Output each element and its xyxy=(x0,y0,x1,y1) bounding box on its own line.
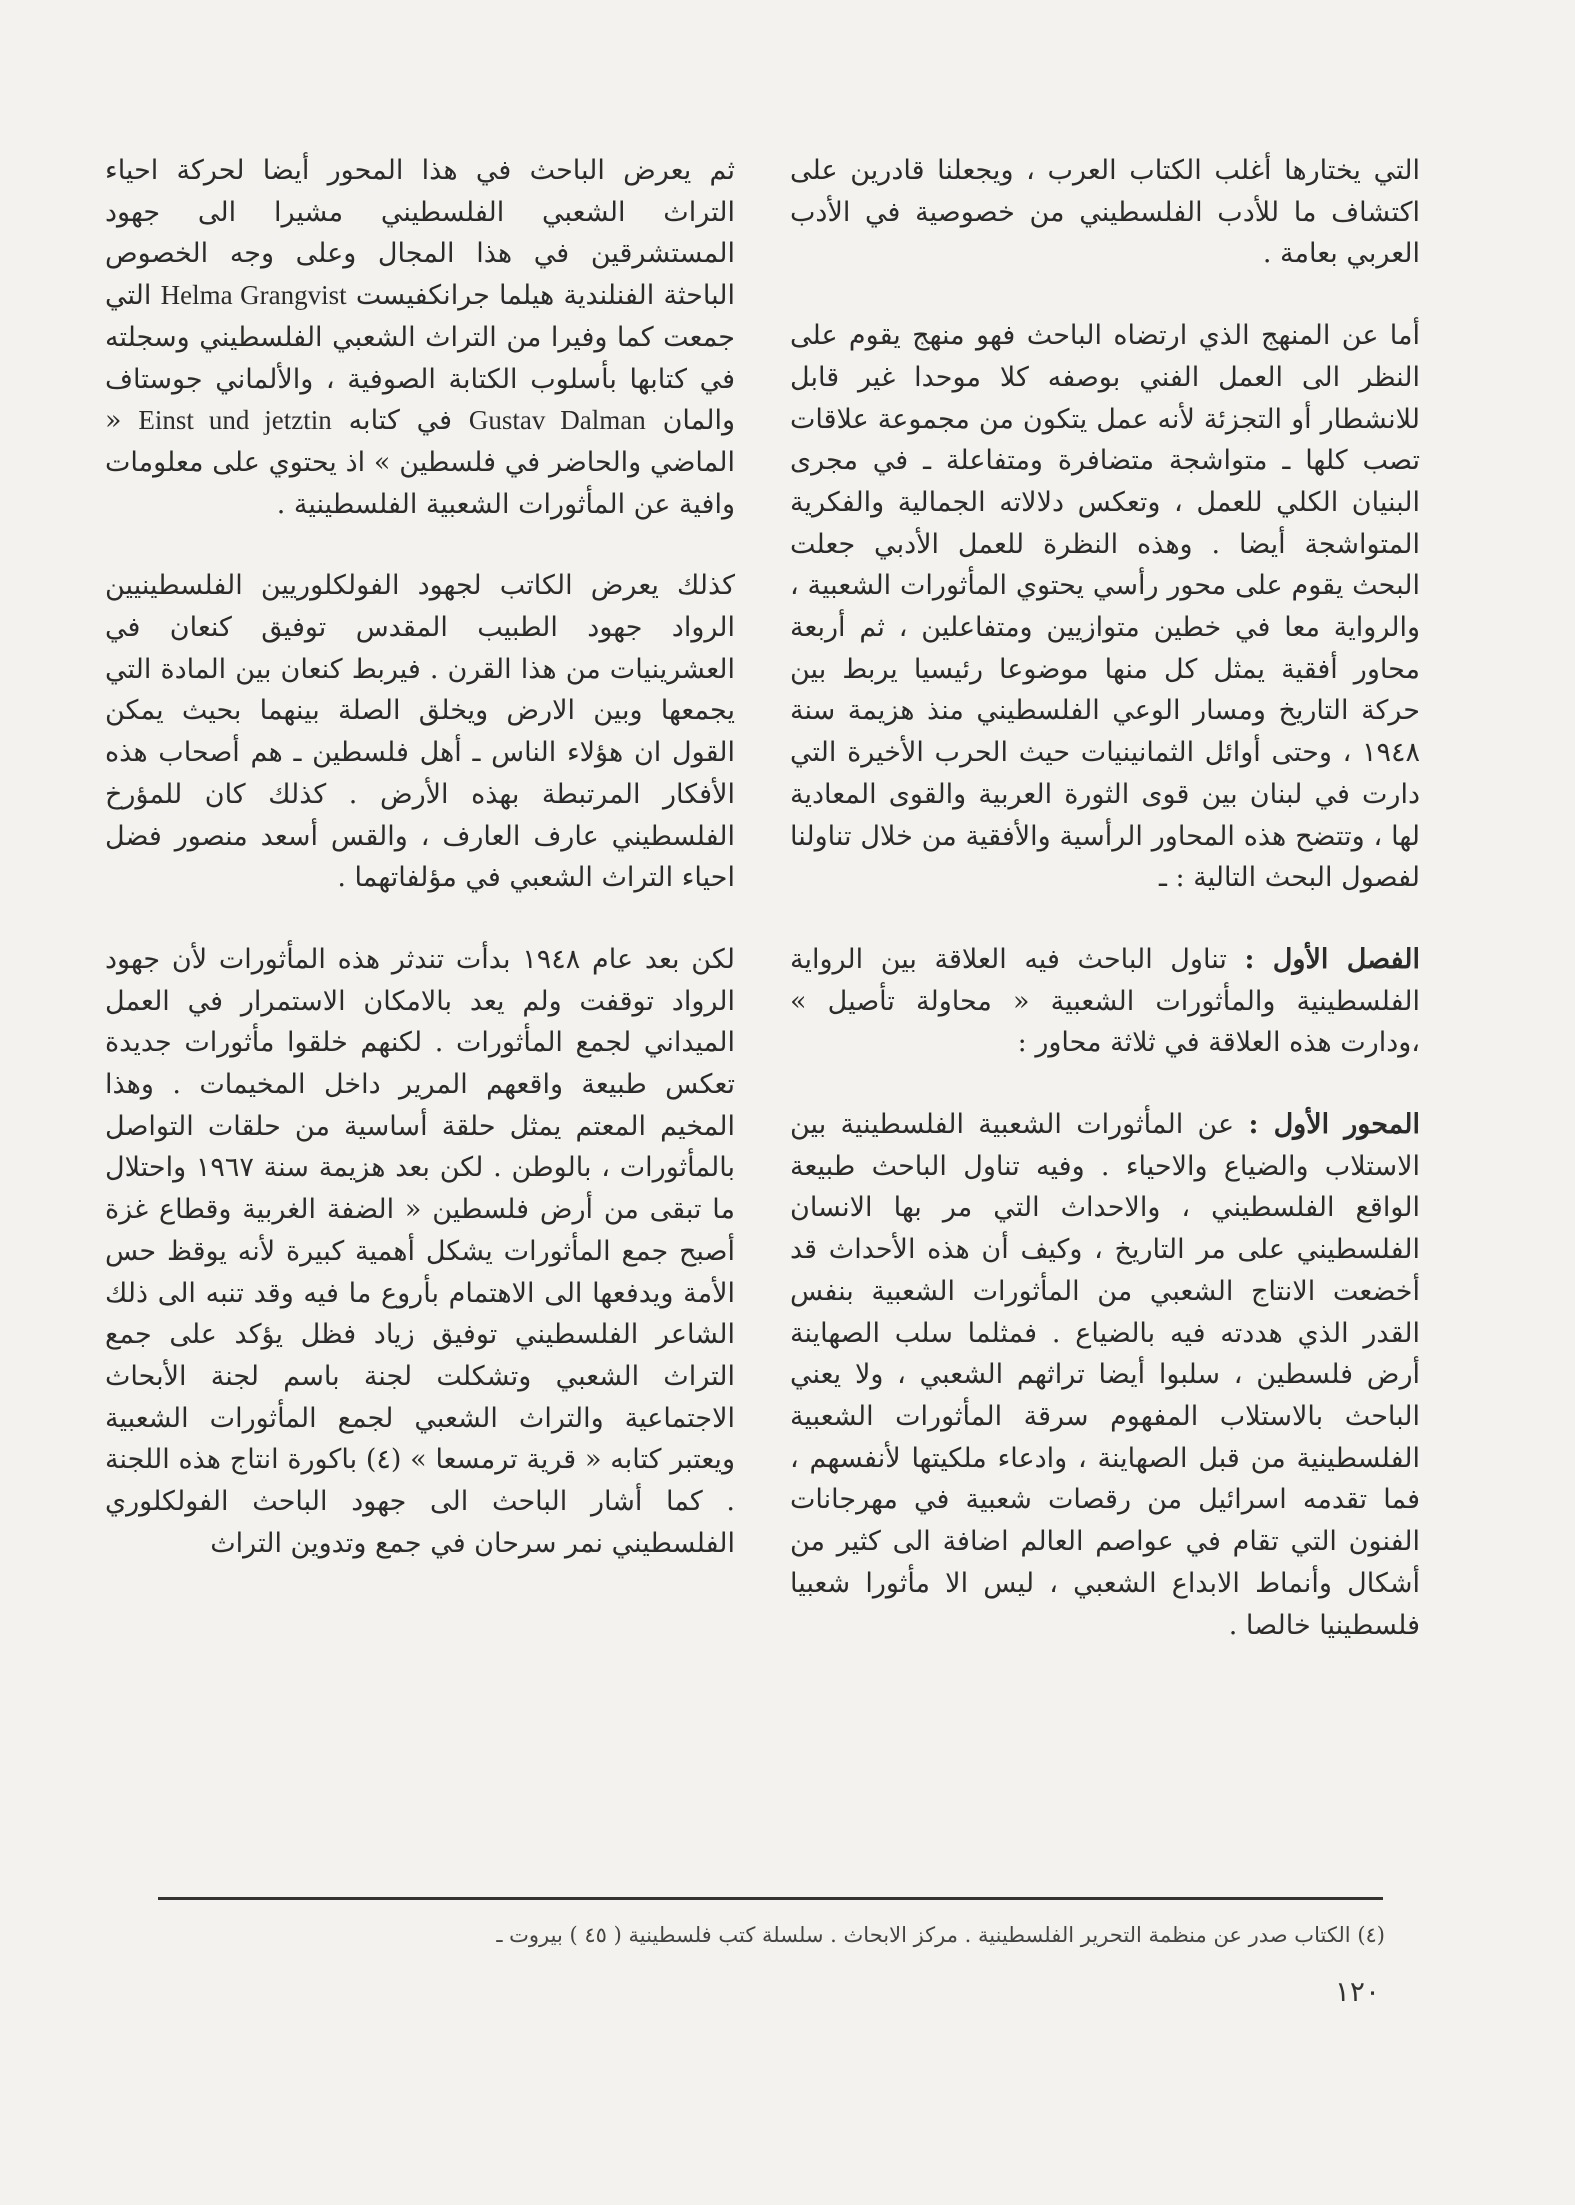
latin-name: Helma Grangvist xyxy=(160,280,347,311)
footnote-divider xyxy=(158,1897,1383,1900)
text-segment: التي جمعت كما وفيرا من التراث الشعبي الفلسطيني وسجلته في كتابها بأسلوب الكتابة الصوفية ، والألماني جوستاف والمان xyxy=(105,280,735,437)
page-number: ١٢٠ xyxy=(1334,1975,1380,2008)
text-segment: في كتابه xyxy=(348,405,453,437)
paragraph xyxy=(105,150,735,525)
chapter-one-text: تناول الباحث فيه العلاقة بين الرواية الفلسطينية والمأثورات الشعبية « محاولة تأصيل » ،ودارت هذه العلاقة في ثلاثة محاور : xyxy=(790,943,1420,1059)
text-segment: « الماضي والحاضر في فلسطين » اذ يحتوي على معلومات وافية عن المأثورات الشعبية الفلسطينية . xyxy=(105,405,735,520)
footnote: (٤) الكتاب صدر عن منظمة التحرير الفلسطينية . مركز الابحاث . سلسلة كتب فلسطينية ( ٤٥ ) بيروت ـ xyxy=(496,1923,1385,1947)
axis-one-text: عن المأثورات الشعبية الفلسطينية بين الاستلاب والضياع والاحياء . وفيه تناول الباحث طبيعة الواقع الفلسطيني ، والاحداث التي مر بها الانسان الفلسطيني على مر التاريخ ، وكيف أن هذه الأحداث قد أخضعت الانتاج الشعبي من المأثورات الشعبية بنفس القدر الذي هددته فيه بالضياع . فمثلما سلب الصهاينة أرض فلسطين ، سلبوا أيضا تراثهم الشعبي ، ولا يعني الباحث بالاستلاب المفهوم سرقة المأثورات الشعبية الفلسطينية من قبل الصهاينة ، وادعاء ملكيتها لأنفسهم ، فما تقدمه اسرائيل من رقصات شعبية في مهرجانات الفنون التي تقام في عواصم العالم اضافة الى كثير من أشكال وأنماط الابداع الشعبي ، ليس الا مأثورا شعبيا فلسطينيا خالصا . xyxy=(790,1109,1420,1641)
chapter-one-paragraph xyxy=(790,939,1420,1064)
latin-title: Einst und jetztin xyxy=(138,405,332,436)
paragraph: لكن بعد عام ١٩٤٨ بدأت تندثر هذه المأثورات لأن جهود الرواد توقفت ولم يعد بالامكان الاستمرار في العمل الميداني لجمع المأثورات . لكنهم خلقوا مأثورات جديدة تعكس طبيعة واقعهم المرير داخل المخيمات . وهذا المخيم المعتم يمثل حلقة أساسية من حلقات التواصل بالمأثورات ، بالوطن . لكن بعد هزيمة سنة ١٩٦٧ واحتلال ما تبقى من أرض فلسطين « الضفة الغربية وقطاع غزة أصبح جمع المأثورات يشكل أهمية كبيرة لأنه يوقظ حس الأمة ويدفعها الى الاهتمام بأروع ما فيه وقد تنبه الى ذلك الشاعر الفلسطيني توفيق زياد فظل يؤكد على جمع التراث الشعبي وتشكلت لجنة باسم لجنة الأبحاث الاجتماعية والتراث الشعبي لجمع المأثورات الشعبية ويعتبر كتابه « قرية ترمسعا » (٤) باكورة انتاج هذه اللجنة . كما أشار الباحث الى جهود الباحث الفولكلوري الفلسطيني نمر سرحان في جمع وتدوين التراث xyxy=(105,943,735,1559)
paragraph: كذلك يعرض الكاتب لجهود الفولكلوريين الفلسطينيين الرواد جهود الطبيب المقدس توفيق كنعان في العشرينيات من هذا القرن . فيربط كنعان بين المادة التي يجمعها وبين الارض ويخلق الصلة بينهما بحيث يمكن القول ان هؤلاء الناس ـ أهل فلسطين ـ هم أصحاب هذه الأفكار المرتبطة بهذه الأرض . كذلك كان للمؤرخ الفلسطيني عارف العارف ، والقس أسعد منصور فضل احياء التراث الشعبي في مؤلفاتهما . xyxy=(105,570,735,894)
left-column xyxy=(105,150,735,1930)
right-column xyxy=(790,150,1420,1930)
text-segment: ثم يعرض الباحث في هذا المحور أيضا لحركة احياء التراث الشعبي الفلسطيني مشيرا الى جهود المستشرقين في هذا المجال وعلى وجه الخصوص الباحثة الفنلندية هيلما جرانكفيست xyxy=(105,155,735,312)
paragraph: أما عن المنهج الذي ارتضاه الباحث فهو منهج يقوم على النظر الى العمل الفني بوصفه كلا موحدا غير قابل للانشطار أو التجزئة لأنه عمل يتكون من مجموعة علاقات تصب كلها ـ متواشجة متضافرة ومتفاعلة ـ في مجرى البنيان الكلي للعمل ، وتعكس دلالاته الجمالية والفكرية المتواشجة أيضا . وهذه النظرة للعمل الأدبي جعلت البحث يقوم على محور رأسي يحتوي المأثورات الشعبية ، والرواية معا في خطين متوازيين ومتفاعلين ، ثم أربعة محاور أفقية يمثل كل منها موضوعا رئيسيا يربط بين حركة التاريخ ومسار الوعي الفلسطيني منذ هزيمة سنة ١٩٤٨ ، وحتى أوائل الثمانينيات حيث الحرب الأخيرة التي دارت في لبنان بين قوى الثورة العربية والقوى المعادية لها ، وتتضح هذه المحاور الرأسية والأفقية من خلال تناولنا لفصول البحث التالية : ـ xyxy=(790,320,1420,894)
axis-one-paragraph xyxy=(790,1104,1420,1646)
paragraph: التي يختارها أغلب الكتاب العرب ، ويجعلنا قادرين على اكتشاف ما للأدب الفلسطيني من خصوصية في الأدب العربي بعامة . xyxy=(790,155,1420,270)
latin-name: Gustav Dalman xyxy=(468,405,646,436)
axis-one-heading: المحور الأول : xyxy=(1248,1109,1420,1141)
chapter-one-heading: الفصل الأول : xyxy=(1244,943,1420,975)
